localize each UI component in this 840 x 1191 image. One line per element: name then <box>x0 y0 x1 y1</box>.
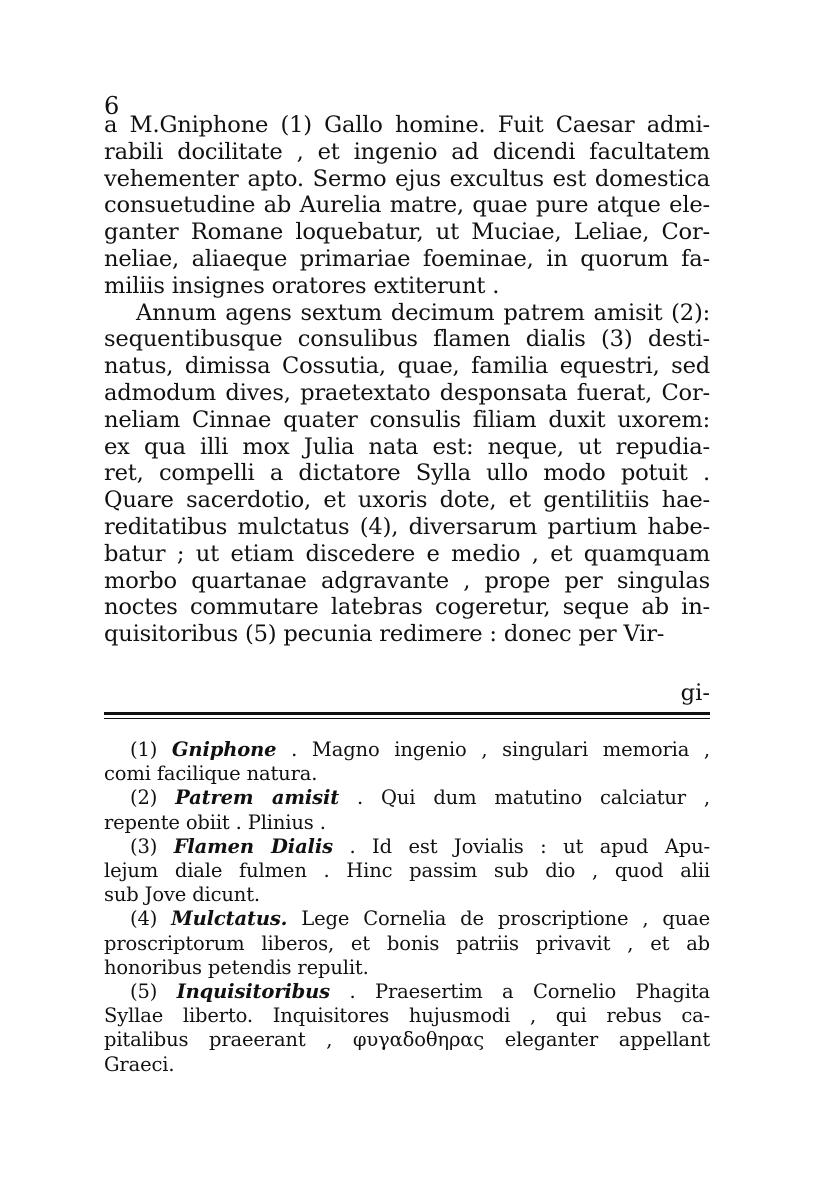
main-text-line: neliam Cinnae quater consulis filiam duxit uxorem: <box>104 406 710 433</box>
footnote-term: Patrem amisit <box>175 786 340 810</box>
footnote-term: Gniphone <box>171 738 277 761</box>
footnote-line <box>104 786 710 810</box>
footnote-term: Mulctatus. <box>171 907 288 931</box>
footnote-line: lejum diale fulmen . Hinc passim sub dio , quod alii <box>104 859 710 883</box>
main-text <box>104 112 710 648</box>
main-text-line: consuetudine ab Aurelia matre, quae pure atque ele- <box>104 192 710 219</box>
footnote-line <box>104 907 710 931</box>
main-text-line: noctes commutare latebras cogeretur, seque ab in- <box>104 594 710 621</box>
footnotes <box>104 738 710 1077</box>
main-text-line: ex qua illi mox Julia nata est: neque, ut repudia- <box>104 433 710 460</box>
footnote-line: comi facilique natura. <box>104 762 318 786</box>
main-text-line: a M.Gniphone (1) Gallo homine. Fuit Caesar admi- <box>104 112 710 138</box>
footnote-line: repente obiit . Plinius . <box>104 810 326 834</box>
footnote-line: honoribus petendis repulit. <box>104 955 369 979</box>
main-text-line: morbo quartanae adgravante , prope per singulas <box>104 567 710 594</box>
main-text-line: ganter Romane loquebatur, ut Muciae, Leliae, Cor- <box>104 219 710 246</box>
footnote-text: . Magno ingenio , singulari memoria , <box>276 738 710 761</box>
footnote-term: Inquisitoribus <box>176 980 330 1004</box>
footnote-line: Syllae liberto. Inquisitores hujusmodi , qui rebus ca- <box>104 1004 710 1028</box>
footnote-term: Flamen Dialis <box>173 834 333 858</box>
footnote-marker: (4) <box>130 907 172 931</box>
footnote-marker: (5) <box>130 980 177 1004</box>
footnote-line: sub Jove dicunt. <box>104 883 260 907</box>
footnote-marker: (1) <box>130 738 172 761</box>
main-text-line: admodum dives, praetextato desponsata fuerat, Cor- <box>104 379 710 406</box>
main-text-line: rabili docilitate , et ingenio ad dicendi facultatem <box>104 138 710 165</box>
footnote-text: Lege Cornelia de proscriptione , quae <box>287 907 710 931</box>
footnote-line <box>104 738 710 762</box>
main-text-line: reditatibus mulctatus (4), diversarum partium habe- <box>104 513 710 540</box>
footnote-rule-thick <box>104 712 710 715</box>
main-text-line: vehementer apto. Sermo ejus excultus est domestica <box>104 165 710 192</box>
catchword: gi- <box>680 680 710 706</box>
footnote-line: pitalibus praeerant , φυγαδοθηρας eleganter appellant <box>104 1028 710 1052</box>
footnote-line: proscriptorum liberos, et bonis patriis privavit , et ab <box>104 931 710 955</box>
footnote-line <box>104 835 710 859</box>
main-text-line: batur ; ut etiam discedere e medio , et quamquam <box>104 540 710 567</box>
main-text-line: neliae, aliaeque primariae foeminae, in quorum fa- <box>104 245 710 272</box>
footnote <box>104 980 710 1077</box>
footnote <box>104 835 710 908</box>
footnote <box>104 786 710 834</box>
footnote-text: . Praesertim a Cornelio Phagita <box>329 980 710 1004</box>
main-text-line: Quare sacerdotio, et uxoris dote, et gentilitiis hae- <box>104 487 710 514</box>
footnote-marker: (2) <box>130 786 176 810</box>
main-text-line: Annum agens sextum decimum patrem amisit (2): <box>136 299 710 326</box>
footnote-rule-thin <box>104 718 710 719</box>
main-text-line: quisitoribus (5) pecunia redimere : donec per Vir- <box>104 621 665 648</box>
footnote-text: . Qui dum matutino calciatur , <box>339 786 710 810</box>
main-text-line: miliis insignes oratores extiterunt . <box>104 272 500 299</box>
footnote <box>104 907 710 980</box>
footnote <box>104 738 710 786</box>
footnote-marker: (3) <box>130 834 174 858</box>
footnote-line <box>104 980 710 1004</box>
main-text-line: sequentibusque consulibus flamen dialis (3) desti- <box>104 326 710 353</box>
main-text-line: ret, compelli a dictatore Sylla ullo modo potuit . <box>104 460 710 487</box>
main-text-line: natus, dimissa Cossutia, quae, familia equestri, sed <box>104 353 710 380</box>
page-number: 6 <box>104 92 120 120</box>
footnote-text: . Id est Jovialis : ut apud Apu- <box>332 834 710 858</box>
footnote-line: Graeci. <box>104 1052 175 1076</box>
